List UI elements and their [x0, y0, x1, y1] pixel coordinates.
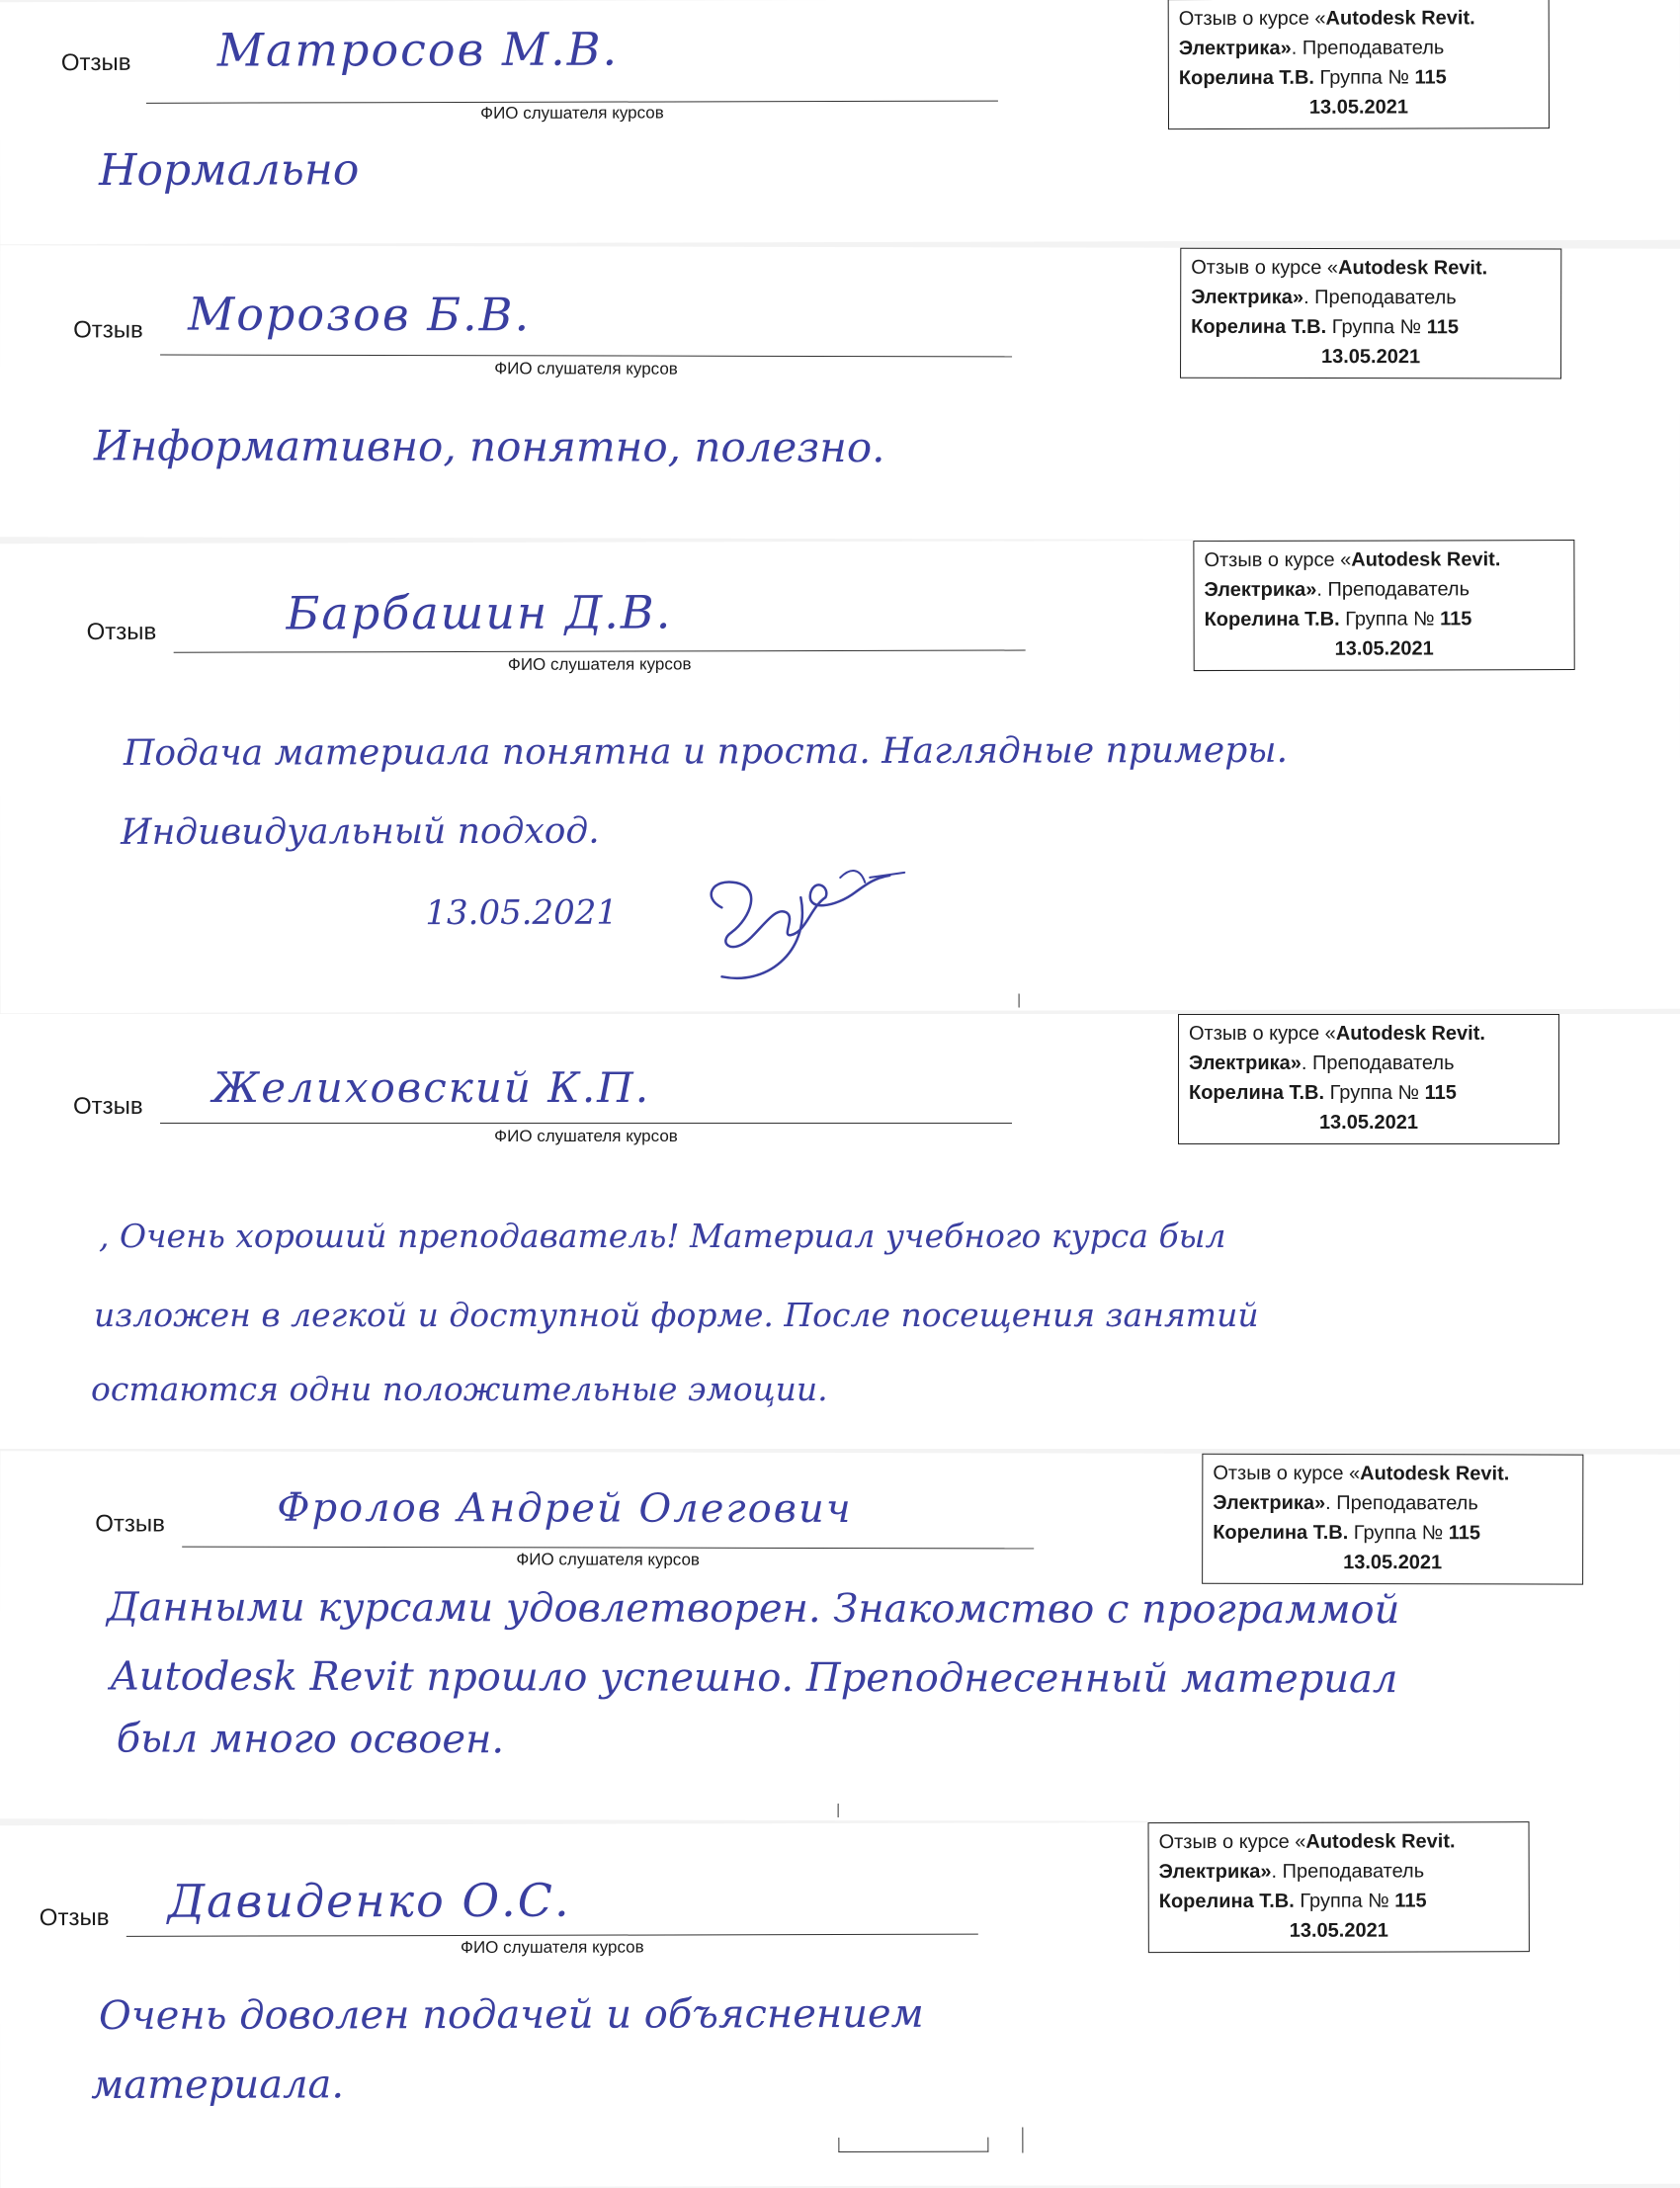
name-caption: ФИО слушателя курсов — [507, 654, 692, 674]
course-stamp: Отзыв о курсе «Autodesk Revit. Электрика». Преподаватель Корелина Т.В. Группа № 115 13.05.2021 — [1148, 1821, 1530, 1953]
cut-mark — [1022, 2128, 1023, 2153]
review-label: Отзыв — [95, 1510, 165, 1538]
review-text-line: Подача материала понятна и проста. Наглядные примеры. — [123, 729, 1289, 774]
name-line — [174, 650, 1026, 653]
course-stamp: Отзыв о курсе «Autodesk Revit. Электрика». Преподаватель Корелина Т.В. Группа № 115 13.05.2021 — [1193, 540, 1574, 671]
course-stamp: Отзыв о курсе «Autodesk Revit. Электрика». Преподаватель Корелина Т.В. Группа № 115 13.05.2021 — [1202, 1454, 1583, 1585]
name-caption: ФИО слушателя курсов — [460, 1937, 644, 1958]
review-date: 13.05.2021 — [425, 892, 619, 934]
cut-mark — [1019, 994, 1020, 1008]
review-text-line: Данными курсами удовлетворен. Знакомство с программой — [107, 1584, 1400, 1634]
name-caption: ФИО слушателя курсов — [494, 359, 678, 379]
student-name: Морозов Б.В. — [188, 287, 532, 342]
review-text-line: остаются одни положительные эмоции. — [91, 1370, 828, 1408]
review-text-line: был много освоен. — [116, 1716, 505, 1763]
review-label: Отзыв — [60, 48, 131, 77]
student-name: Желиховский К.П. — [212, 1063, 651, 1112]
student-name: Фролов Андрей Олегович — [277, 1484, 853, 1533]
review-label: Отзыв — [86, 618, 157, 645]
review-text-line: Очень доволен подачей и объяснением — [98, 1990, 924, 2039]
review-slip-6 — [0, 1821, 1680, 2188]
review-text-line: изложен в легкой и доступной форме. После посещения занятий — [94, 1296, 1259, 1334]
review-label: Отзыв — [39, 1903, 110, 1932]
course-stamp: Отзыв о курсе «Autodesk Revit. Электрика». Преподаватель Корелина Т.В. Группа № 115 13.05.2021 — [1178, 1014, 1559, 1144]
course-stamp: Отзыв о курсе «Autodesk Revit. Электрика». Преподаватель Корелина Т.В. Группа № 115 13.05.2021 — [1180, 248, 1561, 379]
name-caption: ФИО слушателя курсов — [480, 103, 664, 123]
review-label: Отзыв — [73, 316, 143, 344]
student-name: Давиденко О.С. — [167, 1873, 571, 1928]
review-slip-4 — [0, 1014, 1680, 1449]
review-slip-5 — [0, 1451, 1680, 1822]
review-text-line: Нормально — [99, 144, 360, 196]
name-line — [160, 355, 1012, 358]
review-slip-2 — [0, 245, 1680, 541]
cut-mark — [838, 1804, 839, 1817]
review-text-line: Autodesk Revit прошло успешно. Преподнесенный материал — [110, 1653, 1398, 1703]
review-slip-3 — [0, 540, 1680, 1013]
student-name: Матросов М.В. — [216, 22, 620, 77]
cut-mark — [838, 2138, 988, 2152]
student-name: Барбашин Д.В. — [286, 585, 673, 640]
review-text-line: материала. — [91, 2062, 345, 2108]
review-text-line: Индивидуальный подход. — [121, 810, 600, 853]
name-line — [160, 1123, 1012, 1124]
name-caption: ФИО слушателя курсов — [494, 1127, 678, 1145]
signature-image — [692, 838, 919, 997]
review-slip-1 — [0, 0, 1680, 244]
review-text-line: , Очень хороший преподаватель! Материал учебного курса был — [99, 1217, 1226, 1255]
course-stamp: Отзыв о курсе «Autodesk Revit. Электрика». Преподаватель Корелина Т.В. Группа № 115 13.05.2021 — [1168, 0, 1550, 129]
review-text-line: Информативно, понятно, полезно. — [93, 421, 885, 472]
name-caption: ФИО слушателя курсов — [516, 1550, 700, 1569]
review-label: Отзыв — [73, 1093, 143, 1120]
